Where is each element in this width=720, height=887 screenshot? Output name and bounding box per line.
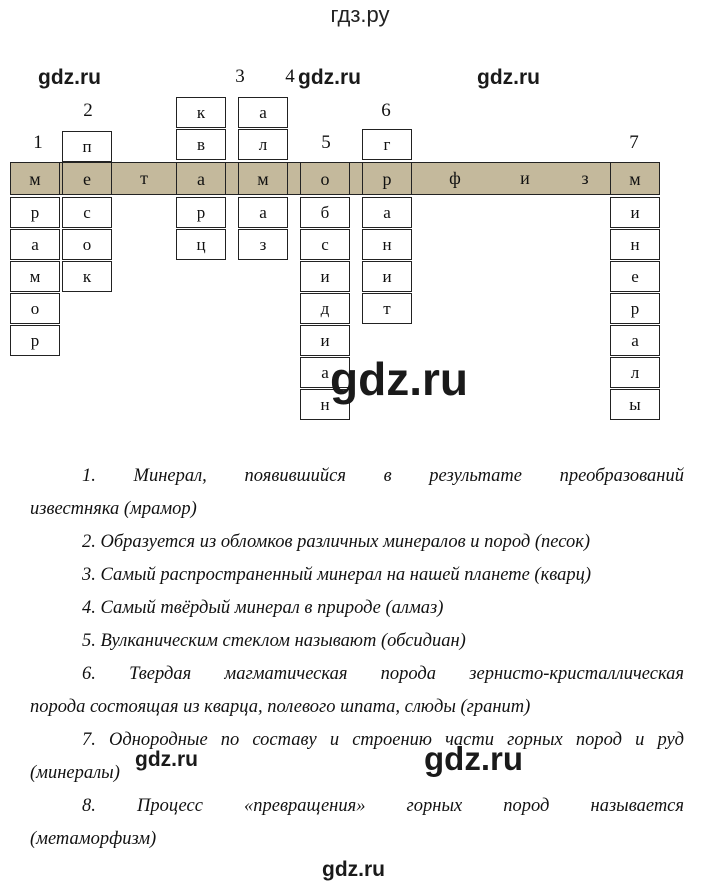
clue-1-line-2: известняка (мрамор)	[30, 499, 197, 519]
clue-4: 4. Самый твёрдый минерал в природе (алмаз)	[82, 598, 444, 618]
crossword-cell: д	[300, 293, 350, 324]
crossword-cell: е	[610, 261, 660, 292]
clue-number-1: 1	[33, 132, 43, 153]
crossword-cell: р	[176, 197, 226, 228]
clue-6-line-2: порода состоящая из кварца, полевого шпата, слюды (гранит)	[30, 697, 531, 717]
site-header: гдз.ру	[330, 2, 390, 27]
crossword-cell: р	[10, 325, 60, 356]
watermark-clue-left: gdz.ru	[135, 748, 198, 771]
clue-list	[30, 460, 684, 856]
clue-number-6: 6	[381, 100, 391, 121]
crossword-cell-highlight: м	[610, 162, 660, 195]
crossword-cell: к	[62, 261, 112, 292]
watermark-top-right: gdz.ru	[477, 66, 540, 89]
clue-number-7: 7	[629, 132, 639, 153]
clue-number-5: 5	[321, 132, 331, 153]
crossword-cell-highlight: з	[581, 168, 589, 188]
watermark-bottom: gdz.ru	[322, 858, 385, 881]
crossword-cell: т	[362, 293, 412, 324]
crossword-cell: о	[10, 293, 60, 324]
clue-1-line-1: 1. Минерал, появившийся в результате преобразований	[82, 466, 684, 486]
crossword-cell: и	[610, 197, 660, 228]
crossword-cell: ы	[610, 389, 660, 420]
crossword-cell: л	[610, 357, 660, 388]
crossword-cell-highlight: о	[300, 162, 350, 195]
crossword-cell: и	[362, 261, 412, 292]
crossword-cell: о	[62, 229, 112, 260]
clue-number-2: 2	[83, 100, 93, 121]
crossword-cell: и	[300, 261, 350, 292]
crossword-cell: н	[610, 229, 660, 260]
clue-7-line-2: (минералы)	[30, 763, 120, 783]
crossword-cell: а	[10, 229, 60, 260]
clue-number-3: 3	[235, 66, 245, 87]
crossword-cell-highlight: е	[62, 162, 112, 195]
crossword-cell-highlight: м	[10, 162, 60, 195]
clue-8-line-1: 8. Процесс «превращения» горных пород называется	[82, 796, 684, 816]
clue-8-line-2: (метаморфизм)	[30, 829, 157, 849]
crossword-cell: п	[62, 131, 112, 162]
crossword-cell: с	[62, 197, 112, 228]
crossword-cell-highlight: т	[140, 168, 148, 188]
clue-6-line-1: 6. Твердая магматическая порода зернисто-кристаллическая	[82, 664, 684, 684]
clue-number-4: 4	[285, 66, 295, 87]
watermark-top-mid: gdz.ru	[298, 66, 361, 89]
clue-3: 3. Самый распространенный минерал на нашей планете (кварц)	[82, 565, 592, 585]
crossword-cell: а	[238, 97, 288, 128]
crossword-cell: м	[10, 261, 60, 292]
crossword-cell-highlight: р	[362, 162, 412, 195]
crossword-cell: с	[300, 229, 350, 260]
crossword-cell: а	[238, 197, 288, 228]
clue-5: 5. Вулканическим стеклом называют (обсидиан)	[82, 631, 466, 651]
crossword-cell: л	[238, 129, 288, 160]
clue-7-line-1: 7. Однородные по составу и строению части горных пород и руд	[82, 730, 684, 750]
crossword-cell: р	[10, 197, 60, 228]
crossword-cell-highlight: ф	[449, 168, 461, 188]
crossword-cell-highlight: м	[238, 162, 288, 195]
crossword-cell: н	[362, 229, 412, 260]
crossword-cell: к	[176, 97, 226, 128]
crossword-cell: ц	[176, 229, 226, 260]
crossword-cell: н	[300, 389, 350, 420]
crossword-cell: р	[610, 293, 660, 324]
clue-2: 2. Образуется из обломков различных минералов и пород (песок)	[82, 532, 591, 552]
crossword-cell-highlight: и	[520, 168, 530, 188]
crossword-cell: г	[362, 129, 412, 160]
crossword-cell: а	[610, 325, 660, 356]
crossword-cell: б	[300, 197, 350, 228]
crossword-cell: и	[300, 325, 350, 356]
watermark-top-left: gdz.ru	[38, 66, 101, 89]
crossword-cell: з	[238, 229, 288, 260]
crossword-cell: а	[362, 197, 412, 228]
crossword-cell: в	[176, 129, 226, 160]
crossword-cell-highlight: а	[176, 162, 226, 195]
watermark-clue-right: gdz.ru	[424, 740, 523, 777]
watermark-center: gdz.ru	[330, 353, 468, 405]
crossword-cell: а	[300, 357, 350, 388]
